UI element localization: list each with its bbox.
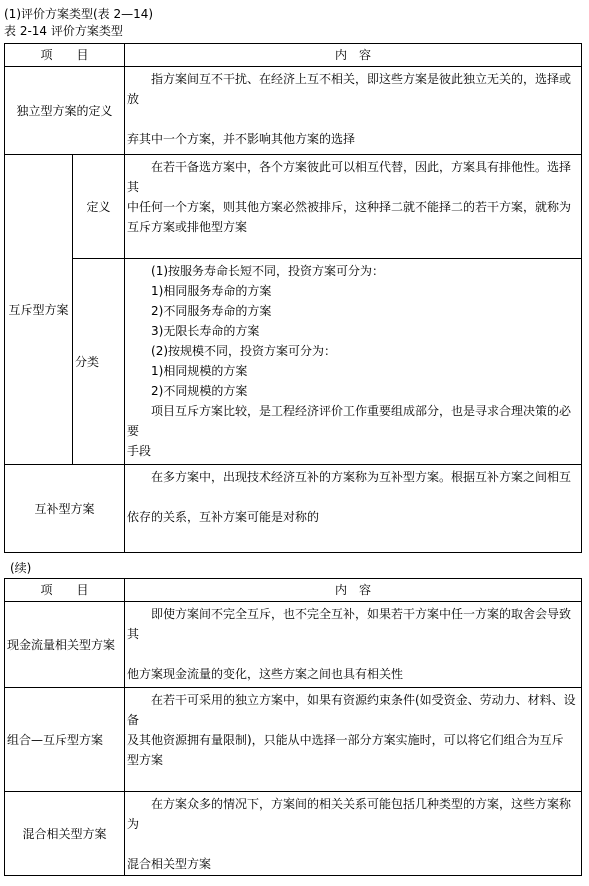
content-line: 1)相同服务寿命的方案 [151,284,272,298]
table-caption: 表 2-14 评价方案类型 [4,24,123,38]
content-line: 在多方案中，出现技术经济互补的方案称为互补型方案。根据互补方案之间相互 [151,470,572,484]
row-label: 互斥型方案 [5,155,73,465]
content-line: 2)不同服务寿命的方案 [151,304,272,318]
content-line: 互斥方案或排他型方案 [127,220,248,234]
row-content [125,465,582,553]
content-line: 及其他资源拥有量限制)，只能从中选择一部分方案实施时，可以将它们组合为互斥 [127,733,564,747]
content-line: 即使方案间不完全互斥，也不完全互补，如果若干方案中任一方案的取舍会导致其 [127,607,572,641]
table-row-mutex-classification [5,259,582,465]
table-row-complement [5,465,582,553]
header-item: 项 目 [5,44,125,67]
row-content [125,688,582,792]
header-item: 项 目 [5,579,125,602]
row-label: 互补型方案 [5,465,125,553]
table-row-combined [5,688,582,792]
table-header-row [5,44,582,67]
content-line: 指方案间互不干扰、在经济上互不相关，即这些方案是彼此独立无关的，选择或放 [127,72,572,106]
table-row-independent [5,67,582,155]
content-line: 型方案 [127,753,164,767]
content-line: 中任何一个方案，则其他方案必然被排斥，这种择二就不能择二的若干方案，就称为 [127,200,572,214]
table-header-row [5,579,582,602]
content-line: (2)按规模不同，投资方案可分为： [151,344,337,358]
continued-label: (续) [10,561,32,575]
sub-label-classification: 分类 [73,259,125,465]
row-content [125,67,582,155]
row-label: 独立型方案的定义 [5,67,125,155]
row-content [125,155,582,259]
content-line: 2)不同规模的方案 [151,384,248,398]
content-line: 在若干备选方案中，各个方案彼此可以相互代替，因此，方案具有排他性。选择其 [127,160,572,194]
table-scheme-types [4,43,582,553]
header-content: 内 容 [125,44,582,67]
content-line: 项目互斥方案比较，是工程经济评价工作重要组成部分，也是寻求合理决策的必要 [127,404,572,438]
content-line: 1)相同规模的方案 [151,364,248,378]
row-content [125,602,582,688]
content-line: 3)无限长寿命的方案 [151,324,260,338]
row-content [125,259,582,465]
content-line: (1)按服务寿命长短不同，投资方案可分为： [151,264,385,278]
content-line: 在方案众多的情况下，方案间的相关关系可能包括几种类型的方案，这些方案称为 [127,797,572,831]
section-heading: (1)评价方案类型(表 2—14) [4,7,154,21]
table-row-cashflow [5,602,582,688]
table-scheme-types-continued [4,578,582,876]
table-row-mutex-definition [5,155,582,259]
content-line: 弃其中一个方案，并不影响其他方案的选择 [127,132,356,146]
sub-label-definition: 定义 [73,155,125,259]
content-line: 混合相关型方案 [127,857,212,871]
content-line: 在若干可采用的独立方案中，如果有资源约束条件(如受资金、劳动力、材料、设备 [127,693,576,727]
row-label: 现金流量相关型方案 [5,602,125,688]
row-label: 组合—互斥型方案 [5,688,125,792]
header-content: 内 容 [125,579,582,602]
row-content [125,792,582,876]
content-line: 依存的关系，互补方案可能是对称的 [127,510,320,524]
content-line: 手段 [127,444,152,458]
content-line: 他方案现金流量的变化，这些方案之间也具有相关性 [127,667,404,681]
table-row-mixed [5,792,582,876]
row-label: 混合相关型方案 [5,792,125,876]
